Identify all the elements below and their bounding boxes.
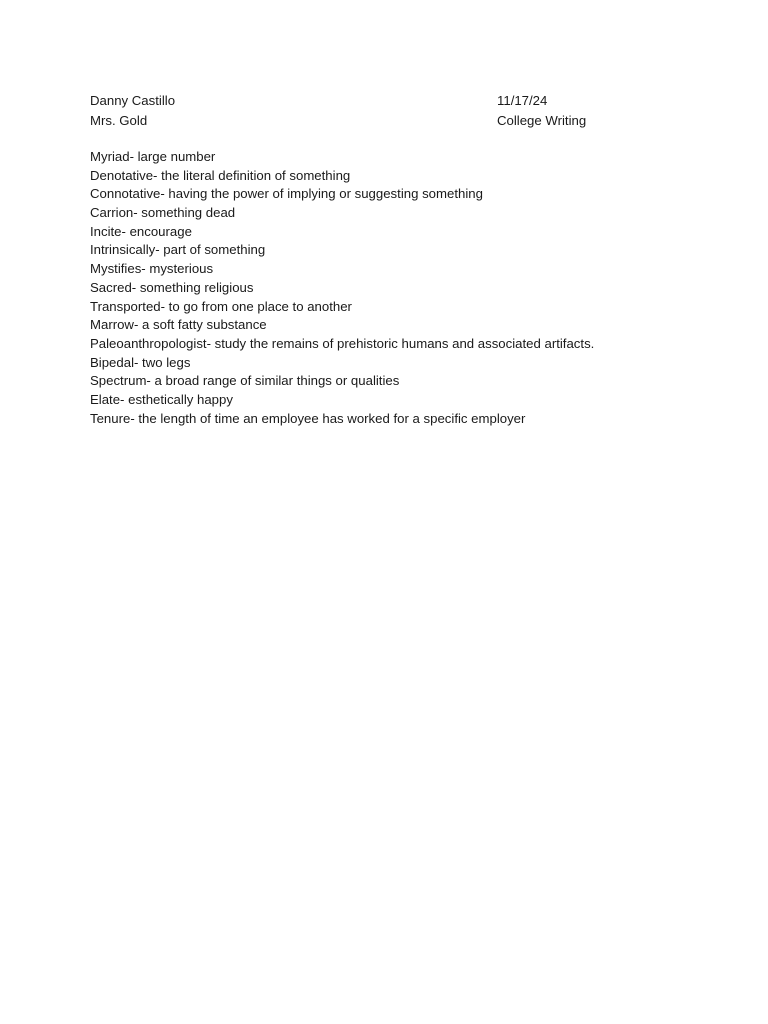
header-row-2 xyxy=(90,111,650,130)
vocab-item: Paleoanthropologist- study the remains of prehistoric humans and associated artifacts. xyxy=(90,335,595,351)
vocab-item: Sacred- something religious xyxy=(90,279,254,295)
vocab-item: Marrow- a soft fatty substance xyxy=(90,317,267,333)
date: 11/17/24 xyxy=(497,93,548,108)
vocab-item: Transported- to go from one place to another xyxy=(90,298,352,314)
student-name: Danny Castillo xyxy=(90,93,176,108)
vocab-item: Tenure- the length of time an employee has worked for a specific employer xyxy=(90,410,526,426)
vocab-item: Incite- encourage xyxy=(90,223,192,239)
vocab-item: Denotative- the literal definition of something xyxy=(90,167,351,183)
header-row-1 xyxy=(90,91,650,110)
vocabulary-list xyxy=(90,148,594,428)
vocab-item: Myriad- large number xyxy=(90,149,216,164)
teacher-name: Mrs. Gold xyxy=(90,113,148,128)
vocab-item: Spectrum- a broad range of similar things or qualities xyxy=(90,373,400,389)
vocab-item: Elate- esthetically happy xyxy=(90,391,233,407)
vocab-item: Intrinsically- part of something xyxy=(90,242,266,258)
course-name: College Writing xyxy=(497,113,587,128)
vocab-item: Connotative- having the power of implying or suggesting something xyxy=(90,186,483,202)
vocab-item: Mystifies- mysterious xyxy=(90,261,214,277)
vocab-item: Carrion- something dead xyxy=(90,205,236,221)
vocab-item: Bipedal- two legs xyxy=(90,354,191,370)
